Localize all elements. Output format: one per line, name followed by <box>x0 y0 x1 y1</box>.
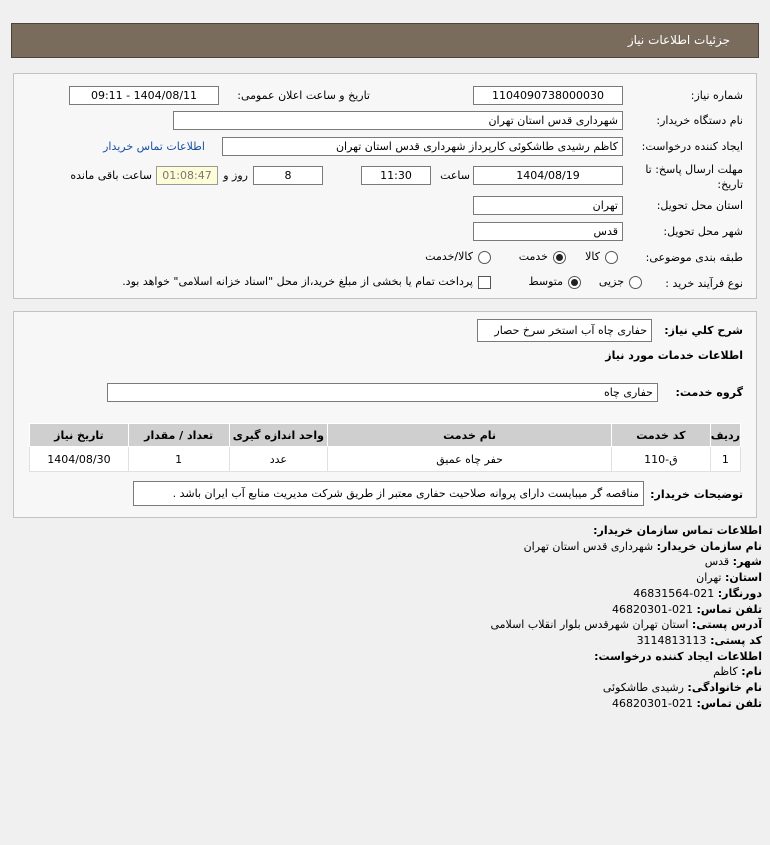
column-header-need-date: تاریخ نیاز <box>30 424 129 447</box>
category-label: طبقه بندی موضوعی: <box>645 251 743 264</box>
remaining-timer: 01:08:47 <box>156 166 218 185</box>
province-label: استان محل تحویل: <box>656 199 743 212</box>
contact-section <box>490 523 762 711</box>
creator-field: کاظم رشیدی طاشکوئی کارپرداز شهرداری قدس استان تهران <box>222 137 623 156</box>
cell-service-code: ق-110 <box>612 447 711 472</box>
address-line: آدرس پستی: استان تهران شهرقدس بلوار انقلاب اسلامی <box>490 618 762 632</box>
phone-line: تلفن تماس: 021-46820301 <box>612 602 762 616</box>
need-number-label: شماره نیاز: <box>690 89 743 102</box>
deadline-label-2: تاریخ: <box>717 178 743 191</box>
days-label: روز و <box>223 169 248 182</box>
category-option-service: خدمت <box>518 250 548 263</box>
cell-unit: عدد <box>229 447 328 472</box>
postal-line: کد پستی: 3114813113 <box>636 633 762 647</box>
payment-note: پرداخت تمام یا بخشی از مبلغ خرید،از محل "اسناد خزانه اسلامی" خواهد بود. <box>122 275 473 288</box>
general-desc-field: حفاری چاه آب استخر سرخ حصار <box>477 319 652 342</box>
service-group-field: حفاری چاه <box>107 383 658 402</box>
column-header-row: ردیف <box>710 424 740 447</box>
category-radio-goods[interactable] <box>605 251 618 264</box>
announce-label: تاریخ و ساعت اعلان عمومی: <box>237 89 370 102</box>
process-option-medium: متوسط <box>528 275 563 288</box>
buyer-notes-label: توضیحات خریدار: <box>650 488 743 501</box>
creator-phone-line: تلفن تماس: 021-46820301 <box>612 696 762 710</box>
first-name-line: نام: کاظم <box>713 665 762 679</box>
org-name-line: نام سازمان خریدار: شهرداری قدس استان تهران <box>523 539 762 553</box>
column-header-quantity: تعداد / مقدار <box>128 424 229 447</box>
fax-line: دورنگار: 021-46831564 <box>633 586 762 600</box>
process-option-minor: جزیی <box>598 275 624 288</box>
remaining-label: ساعت باقی مانده <box>70 169 152 182</box>
column-header-service-name: نام خدمت <box>328 424 612 447</box>
deadline-time-label: ساعت <box>440 169 470 182</box>
cell-row: 1 <box>710 447 740 472</box>
services-heading: اطلاعات خدمات مورد نیاز <box>605 349 743 362</box>
cell-service-name: حفر چاه عمیق <box>328 447 612 472</box>
deadline-label: مهلت ارسال پاسخ: تا <box>645 163 743 176</box>
service-group-label: گروه خدمت: <box>675 386 743 399</box>
need-number-field: 1104090738000030 <box>473 86 623 105</box>
table-row <box>30 447 741 472</box>
category-option-goods: کالا <box>585 250 600 263</box>
page-title: جزئیات اطلاعات نیاز <box>11 23 759 58</box>
category-radio-service[interactable] <box>553 251 566 264</box>
process-radio-medium[interactable] <box>568 276 581 289</box>
days-field: 8 <box>253 166 323 185</box>
buyer-notes-field: مناقصه گر میبایست دارای پروانه صلاحیت حفاری معتبر از طریق شرکت مدیریت منابع آب ایران باشد . <box>133 481 644 506</box>
details-panel <box>13 73 757 299</box>
announce-field: 1404/08/11 - 09:11 <box>69 86 219 105</box>
city-label: شهر محل تحویل: <box>663 225 743 238</box>
cell-need-date: 1404/08/30 <box>30 447 129 472</box>
province-line: استان: تهران <box>696 571 762 585</box>
buyer-org-field: شهرداری قدس استان تهران <box>173 111 623 130</box>
last-name-line: نام خانوادگی: رشیدی طاشکوئی <box>602 681 762 695</box>
treasury-payment-checkbox[interactable] <box>478 276 491 289</box>
deadline-time-field: 11:30 <box>361 166 431 185</box>
province-field: تهران <box>473 196 623 215</box>
creator-contact-heading: اطلاعات ایجاد کننده درخواست: <box>594 649 762 663</box>
cell-quantity: 1 <box>128 447 229 472</box>
column-header-service-code: کد خدمت <box>612 424 711 447</box>
services-table <box>29 423 741 472</box>
process-label: نوع فرآیند خرید : <box>665 277 743 290</box>
column-header-unit: واحد اندازه گیری <box>229 424 328 447</box>
general-desc-label: شرح کلي نياز: <box>664 324 743 337</box>
table-header-row <box>30 424 741 447</box>
category-radio-goods-service[interactable] <box>478 251 491 264</box>
category-option-goods-service: کالا/خدمت <box>425 250 473 263</box>
buyer-org-label: نام دستگاه خریدار: <box>656 114 743 127</box>
city-line: شهر: قدس <box>704 555 762 569</box>
process-radio-minor[interactable] <box>629 276 642 289</box>
org-contact-heading: اطلاعات تماس سازمان خریدار: <box>593 524 762 537</box>
buyer-contact-link[interactable]: اطلاعات تماس خریدار <box>103 140 205 153</box>
city-field: قدس <box>473 222 623 241</box>
creator-label: ایجاد کننده درخواست: <box>641 140 743 153</box>
deadline-date-field: 1404/08/19 <box>473 166 623 185</box>
